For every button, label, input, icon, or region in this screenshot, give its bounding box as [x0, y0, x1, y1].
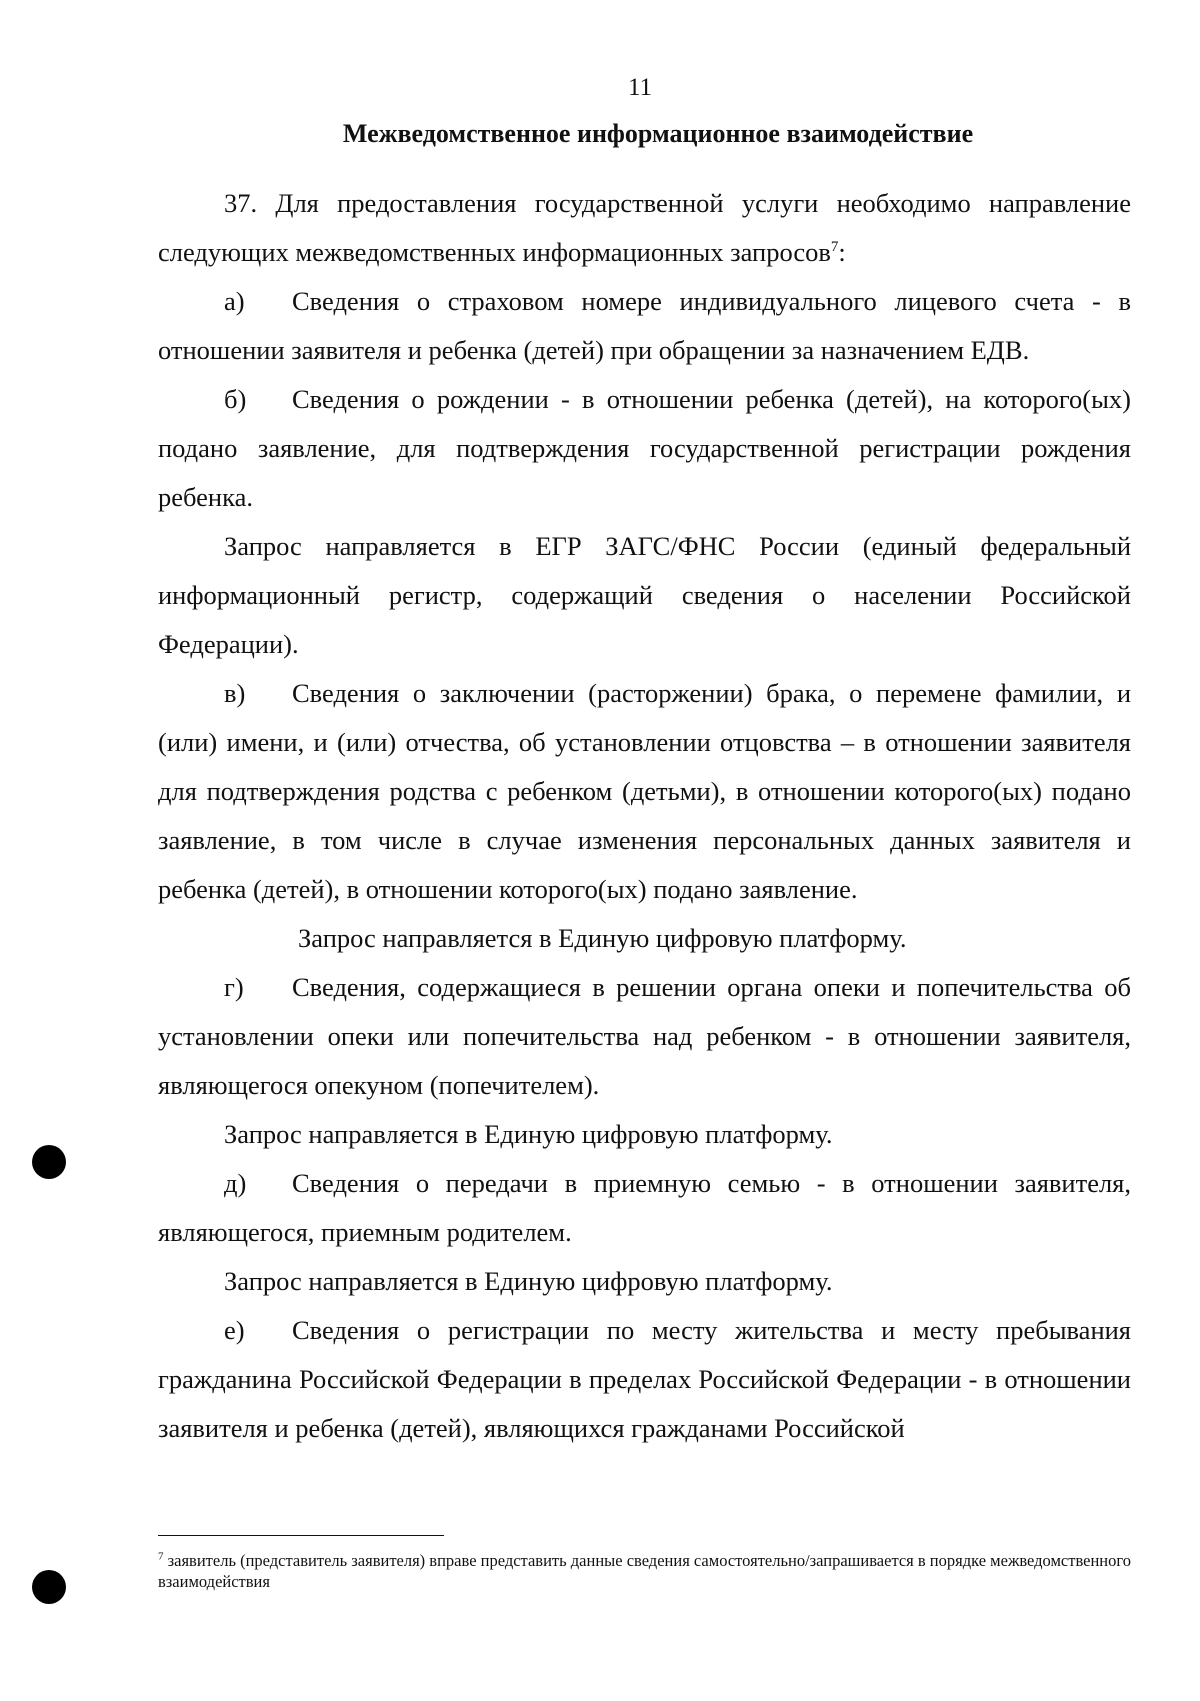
request-paragraph-g: Запрос направляется в Единую цифровую платформу. [224, 1119, 833, 1149]
list-item-d [158, 1159, 1131, 1257]
section-heading: Межведомственное информационное взаимодействие [342, 119, 974, 148]
item-text: Сведения о заключении (расторжении) брака, о перемене фамилии, и (или) имени, и (или) отчества, об установлении отцовства – в отношении заявителя для подтверждения родства с ребенком (детьми), в отношении которого(ых) подано заявление, в том числе в случае изменения персональных данных заявителя и ребенка (детей), в отношении которого(ых) подано заявление. [158, 678, 1131, 904]
footnote [158, 1550, 1131, 1592]
item-text: Сведения о страховом номере индивидуального лицевого счета - в отношении заявителя и ребенка (детей) при обращении за назначением ЕДВ. [158, 286, 1131, 365]
footnote-text: заявитель (представитель заявителя) вправе представить данные сведения самостоятельно/запрашивается в порядке межведомственного взаимодействия [158, 1551, 1131, 1591]
request-paragraph-d: Запрос направляется в Единую цифровую платформу. [224, 1266, 833, 1296]
list-item-e [158, 1306, 1131, 1453]
request-paragraph-v: Запрос направляется в Единую цифровую платформу. [298, 923, 907, 953]
footnote-separator [158, 1535, 444, 1536]
clause-number: 37. [224, 188, 258, 218]
item-marker: а) [224, 286, 245, 316]
list-item-g [158, 963, 1131, 1110]
page-number: 11 [627, 74, 653, 101]
punch-hole-mark [32, 1570, 66, 1604]
list-item-b [158, 375, 1131, 522]
item-marker: б) [224, 384, 247, 414]
list-item-v [158, 669, 1131, 914]
item-marker: д) [224, 1168, 247, 1198]
list-item-a [158, 277, 1131, 375]
item-text: Сведения о передачи в приемную семью - в отношении заявителя, являющегося, приемным родителем. [158, 1168, 1131, 1247]
item-marker: г) [224, 972, 244, 1002]
item-text: Сведения о рождении - в отношении ребенка (детей), на которого(ых) подано заявление, для подтверждения государственной регистрации рождения ребенка. [158, 384, 1131, 512]
request-paragraph-b: Запрос направляется в ЕГР ЗАГС/ФНС России (единый федеральный информационный регистр, содержащий сведения о населении Российской Федерации). [158, 531, 1131, 659]
intro-text: Для предоставления государственной услуги необходимо направление следующих межведомственных информационных запросов [158, 188, 1131, 267]
intro-paragraph [158, 179, 1131, 277]
punch-hole-mark [32, 1145, 66, 1179]
item-marker: е) [224, 1315, 245, 1345]
item-text: Сведения, содержащиеся в решении органа опеки и попечительства об установлении опеки или попечительства над ребенком - в отношении заявителя, являющегося опекуном (попечителем). [158, 972, 1131, 1100]
item-marker: в) [224, 678, 246, 708]
intro-tail: : [838, 237, 846, 267]
footnote-number: 7 [158, 1550, 164, 1563]
footnote-reference: 7 [830, 239, 839, 256]
document-body [158, 179, 1131, 1453]
item-text: Сведения о регистрации по месту жительства и месту пребывания гражданина Российской Федерации в пределах Российской Федерации - в отношении заявителя и ребенка (детей), являющихся гражданами Российской [158, 1315, 1131, 1443]
